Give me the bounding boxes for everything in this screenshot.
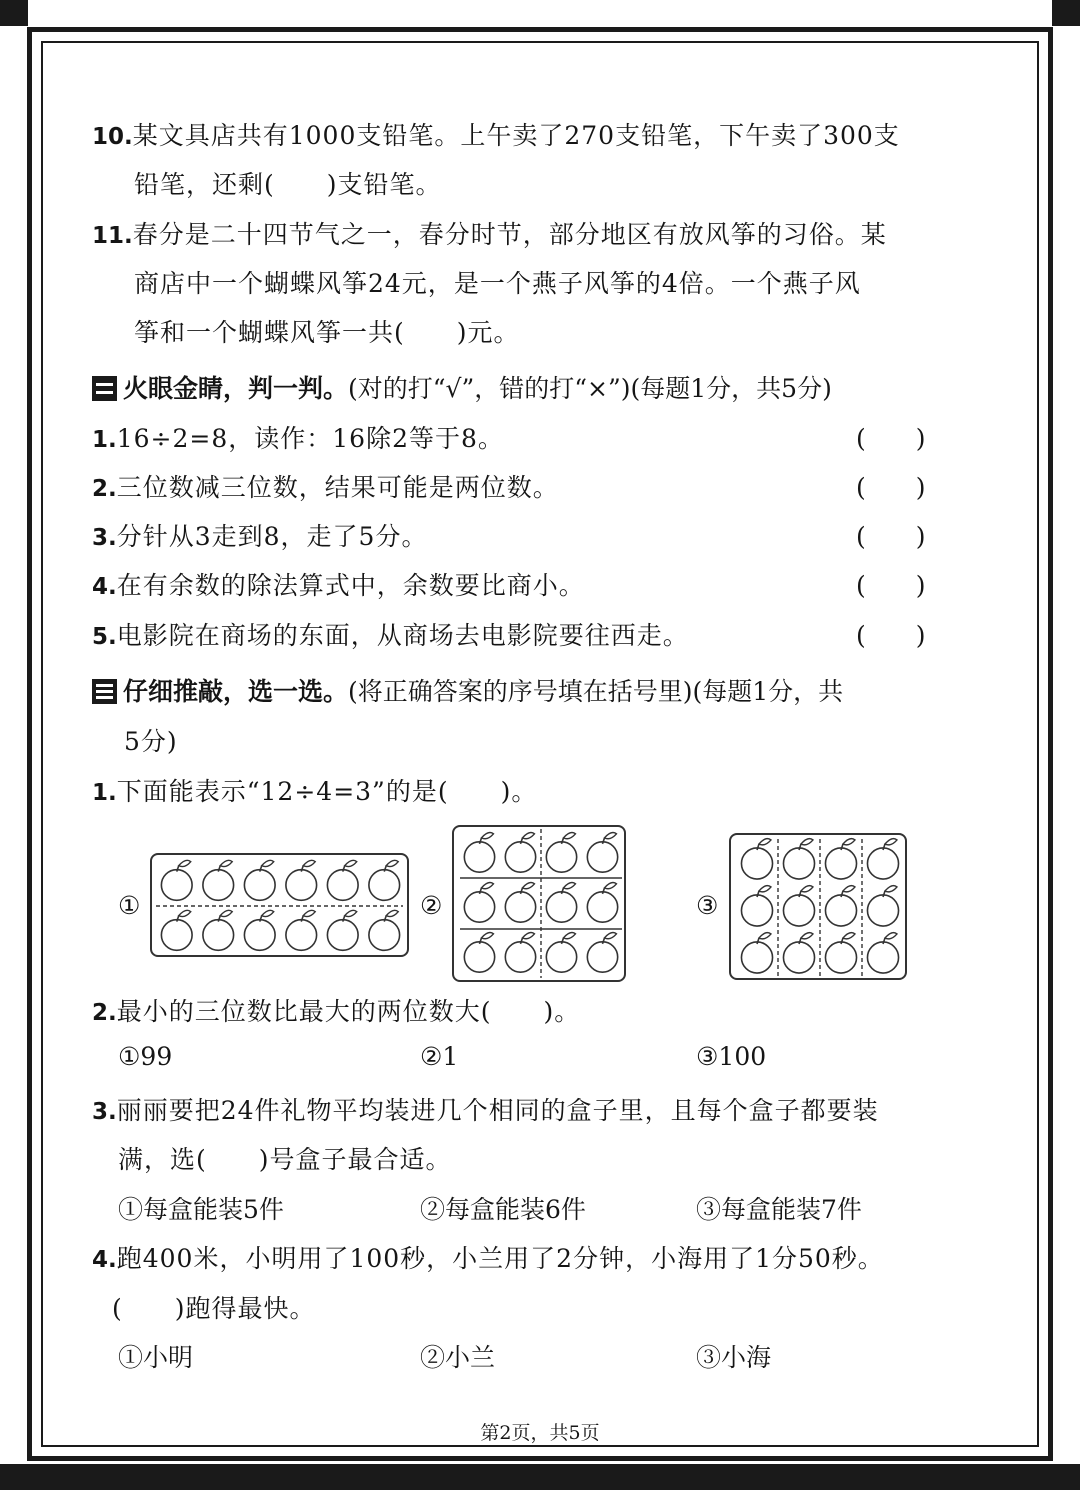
apple-icon [741,886,772,926]
apple-icon [825,933,856,973]
item-text: 丽丽要把24件礼物平均装进几个相同的盒子里，且每个盒子都要装 [116,1096,879,1125]
apple-icon [464,932,494,972]
q4-option-3[interactable]: ③小海 [696,1343,772,1372]
choice-q4-line2: ( )跑得最快。 [112,1294,316,1323]
q2-option-2[interactable]: ②1 [420,1042,459,1071]
item-text: 三位数减三位数，结果可能是两位数。 [116,473,559,502]
apple-icon [783,933,814,973]
section-3-title: 仔细推敲，选一选。 [123,677,349,706]
item-text: 最小的三位数比最大的两位数大( )。 [116,997,581,1026]
question-11-line2: 商店中一个蝴蝶风筝24元，是一个燕子风筝的4倍。一个燕子风 [134,269,861,298]
judge-item-3 [92,517,427,553]
apple-icon [244,910,275,950]
question-number: 11. [92,223,133,249]
apple-icon [867,839,898,879]
item-number: 3. [92,1099,117,1125]
section-2-header [92,369,832,405]
item-number: 1. [92,780,117,806]
section-3-note: (将正确答案的序号填在括号里)(每题1分，共 [348,677,844,706]
q4-option-1[interactable]: ①小明 [118,1343,194,1372]
item-text: 下面能表示“12÷4=3”的是( )。 [116,777,538,806]
apple-icon [161,910,192,950]
apple-icon [825,839,856,879]
apple-icon [546,832,576,872]
item-text: 分针从3走到8，走了5分。 [116,522,428,551]
judge-item-5 [92,616,689,652]
item-number: 1. [92,427,117,453]
apple-icon [867,933,898,973]
apple-icon [203,910,234,950]
apple-icon [327,860,358,900]
apple-icon [825,886,856,926]
apple-icon [464,882,494,922]
option-label-1: ① [118,891,141,920]
q2-option-3[interactable]: ③100 [696,1042,767,1071]
page-footer: 第2页，共5页 [480,1422,600,1444]
q3-option-1[interactable]: ①每盒能装5件 [118,1195,284,1224]
item-text: 跑400米，小明用了100秒，小兰用了2分钟，小海用了1分50秒。 [116,1244,884,1273]
apple-icon [505,882,535,922]
choice-q4-line1 [92,1239,884,1275]
apple-icon [741,839,772,879]
section-2-note: (对的打“√”，错的打“×”)(每题1分，共5分) [348,374,832,403]
question-10-line1 [92,116,900,152]
option-label-2: ② [420,891,443,920]
bottom-bar [0,1464,1080,1490]
apple-icon [369,860,400,900]
section-2-title: 火眼金睛，判一判。 [123,374,349,403]
item-number: 5. [92,624,117,650]
section-2-icon [92,376,117,401]
question-text: 某文具店共有1000支铅笔。上午卖了270支铅笔，下午卖了300支 [132,121,900,150]
choice-q3-line2: 满，选( )号盒子最合适。 [118,1145,452,1174]
judge-item-2 [92,468,559,504]
choice-q2 [92,992,580,1028]
question-10-line2: 铅笔，还剩( )支铅笔。 [134,170,442,199]
q3-option-3[interactable]: ③每盒能装7件 [696,1195,862,1224]
corner-block-right [1052,0,1080,26]
apple-icon [327,910,358,950]
item-number: 4. [92,1247,117,1273]
apple-grid-option-1[interactable] [150,853,409,957]
apple-illustration [731,835,905,978]
page-frame-inner [41,41,1039,1447]
apple-illustration [454,827,624,980]
apple-icon [203,860,234,900]
apple-icon [244,860,275,900]
q4-option-2[interactable]: ②小兰 [420,1343,496,1372]
apple-icon [741,933,772,973]
apple-icon [369,910,400,950]
choice-q3-line1 [92,1091,879,1127]
judge-answer-3[interactable]: ( ) [856,522,926,551]
apple-icon [161,860,192,900]
section-3-header [92,672,843,708]
apple-icon [867,886,898,926]
judge-answer-2[interactable]: ( ) [856,473,926,502]
item-number: 2. [92,1000,117,1026]
section-3-icon [92,679,117,704]
q3-option-2[interactable]: ②每盒能装6件 [420,1195,586,1224]
apple-illustration [152,855,407,955]
apple-icon [587,932,617,972]
apple-icon [587,882,617,922]
question-number: 10. [92,124,133,150]
corner-block-left [0,0,28,26]
section-3-note-cont: 5分) [124,727,178,756]
item-text: 在有余数的除法算式中，余数要比商小。 [116,571,585,600]
question-11-line3: 筝和一个蝴蝶风筝一共( )元。 [134,318,520,347]
item-number: 4. [92,574,117,600]
question-11-line1 [92,215,887,251]
judge-item-1 [92,419,504,455]
apple-icon [286,860,317,900]
apple-icon [546,932,576,972]
apple-icon [505,832,535,872]
apple-icon [464,832,494,872]
item-number: 2. [92,476,117,502]
apple-icon [286,910,317,950]
item-text: 电影院在商场的东面，从商场去电影院要往西走。 [116,621,689,650]
apple-icon [546,882,576,922]
apple-icon [783,886,814,926]
judge-answer-4[interactable]: ( ) [856,571,926,600]
judge-item-4 [92,566,585,602]
choice-q1 [92,772,537,808]
apple-icon [783,839,814,879]
question-text: 春分是二十四节气之一，春分时节，部分地区有放风筝的习俗。某 [132,220,887,249]
apple-grid-option-2[interactable] [452,825,626,982]
judge-answer-5[interactable]: ( ) [856,621,926,650]
item-number: 3. [92,525,117,551]
item-text: 16÷2=8，读作：16除2等于8。 [116,424,504,453]
apple-icon [587,832,617,872]
apple-icon [505,932,535,972]
judge-answer-1[interactable]: ( ) [856,424,926,453]
option-label-3: ③ [696,891,719,920]
apple-grid-option-3[interactable] [729,833,907,980]
q2-option-1[interactable]: ①99 [118,1042,173,1071]
